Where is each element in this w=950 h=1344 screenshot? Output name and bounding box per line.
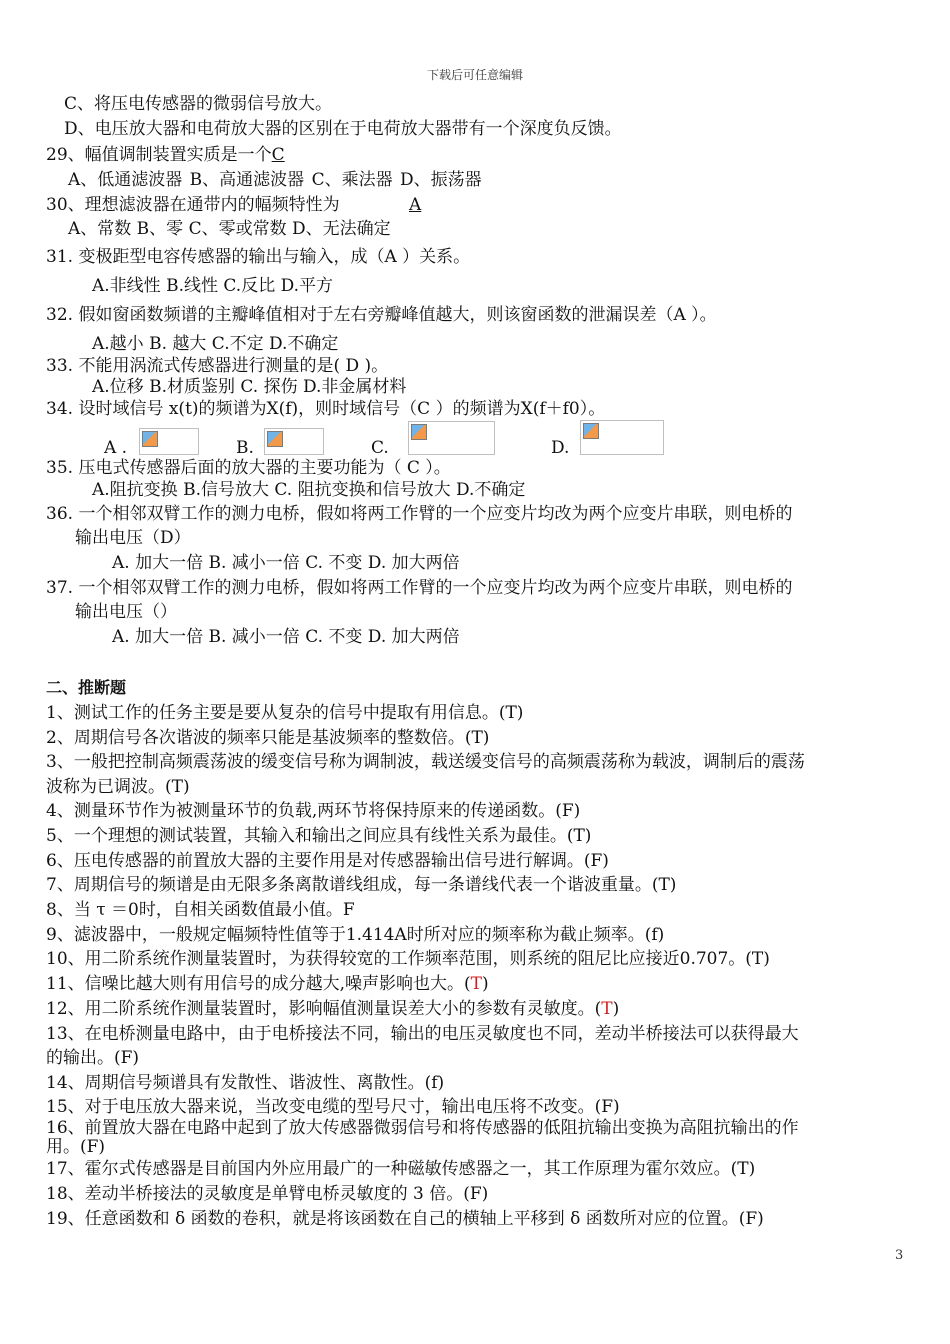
question-30-answer: A bbox=[409, 195, 422, 215]
option-b-formula-image bbox=[264, 428, 324, 455]
question-34-option-c-label: C. bbox=[371, 438, 389, 458]
judgment-19: 19、任意函数和 δ 函数的卷积，就是将该函数在自己的横轴上平移到 δ 函数所对应的位置。(F) bbox=[46, 1209, 764, 1229]
judgment-10: 10、用二阶系统作测量装置时，为获得较宽的工作频率范围，则系统的阻尼比应接近0.707。(T) bbox=[46, 949, 770, 969]
line-d-option: D、电压放大器和电荷放大器的区别在于电荷放大器带有一个深度负反馈。 bbox=[64, 119, 622, 139]
judgment-2: 2、周期信号各次谐波的频率只能是基波频率的整数倍。(T) bbox=[46, 728, 490, 748]
judgment-5: 5、一个理想的测试装置，其输入和输出之间应具有线性关系为最佳。(T) bbox=[46, 826, 592, 846]
question-34-option-b-label: B. bbox=[236, 438, 254, 458]
judgment-16-line1: 16、前置放大器在电路中起到了放大传感器微弱信号和将传感器的低阻抗输出变换为高阻抗输出的作 bbox=[46, 1118, 799, 1138]
page-header: 下载后可任意编辑 bbox=[426, 68, 523, 82]
judgment-11-close: ) bbox=[482, 974, 489, 994]
question-33: 33. 不能用涡流式传感器进行测量的是( D )。 bbox=[46, 356, 389, 376]
judgment-3-line1: 3、一般把控制高频震荡波的缓变信号称为调制波，载送缓变信号的高频震荡称为载波，调制后的震荡 bbox=[46, 752, 805, 772]
question-29-text: 29、幅值调制装置实质是一个 bbox=[46, 145, 272, 165]
question-36-options: A. 加大一倍 B. 减小一倍 C. 不变 D. 加大两倍 bbox=[112, 553, 460, 573]
section-heading: 二、推断题 bbox=[46, 678, 127, 697]
judgment-1: 1、测试工作的任务主要是要从复杂的信号中提取有用信息。(T) bbox=[46, 703, 524, 723]
option-d-formula-image bbox=[580, 420, 664, 455]
question-29 bbox=[46, 144, 285, 166]
judgment-12-answer: T bbox=[601, 999, 613, 1019]
question-36-line1: 36. 一个相邻双臂工作的测力电桥，假如将两工作臂的一个应变片均改为两个应变片串联，则电桥的 bbox=[46, 504, 793, 524]
question-32: 32. 假如窗函数频谱的主瓣峰值相对于左右旁瓣峰值越大，则该窗函数的泄漏误差（A ）。 bbox=[46, 305, 717, 325]
judgment-9: 9、滤波器中，一般规定幅频特性值等于1.414A时所对应的频率称为截止频率。(f) bbox=[46, 925, 665, 945]
question-31: 31. 变极距型电容传感器的输出与输入，成（A ）关系。 bbox=[46, 247, 471, 267]
page-number: 3 bbox=[895, 1248, 904, 1263]
judgment-8: 8、当 τ ＝0时，自相关函数值最小值。F bbox=[46, 900, 355, 920]
question-29-answer: C bbox=[271, 145, 285, 165]
question-34: 34. 设时域信号 x(t)的频谱为X(f)，则时域信号（C ）的频谱为X(f＋f0）。 bbox=[46, 399, 606, 419]
judgment-13-line2: 的输出。(F) bbox=[46, 1048, 140, 1068]
broken-image-icon bbox=[411, 424, 427, 440]
judgment-3-line2: 波称为已调波。(T) bbox=[46, 777, 190, 797]
question-29-options: A、低通滤波器 B、高通滤波器 C、乘法器 D、振荡器 bbox=[68, 170, 482, 190]
judgment-18: 18、差动半桥接法的灵敏度是单臂电桥灵敏度的 3 倍。(F) bbox=[46, 1184, 489, 1204]
question-35-options: A.阻抗变换 B.信号放大 C. 阻抗变换和信号放大 D.不确定 bbox=[92, 480, 526, 500]
judgment-12-text: 12、用二阶系统作测量装置时，影响幅值测量误差大小的参数有灵敏度。( bbox=[46, 999, 602, 1019]
question-37-line2: 输出电压（） bbox=[75, 602, 177, 622]
judgment-12 bbox=[46, 998, 619, 1020]
question-30-options: A、常数 B、零 C、零或常数 D、无法确定 bbox=[68, 219, 391, 239]
judgment-14: 14、周期信号频谱具有发散性、谐波性、离散性。(f) bbox=[46, 1073, 445, 1093]
broken-image-icon bbox=[142, 431, 158, 447]
option-c-formula-image bbox=[408, 421, 495, 455]
question-36-line2: 输出电压（D） bbox=[75, 528, 191, 548]
judgment-6: 6、压电传感器的前置放大器的主要作用是对传感器输出信号进行解调。(F) bbox=[46, 851, 609, 871]
broken-image-icon bbox=[583, 423, 599, 439]
question-33-options: A.位移 B.材质鉴别 C. 探伤 D.非金属材料 bbox=[92, 377, 407, 397]
judgment-13-line1: 13、在电桥测量电路中，由于电桥接法不同，输出的电压灵敏度也不同，差动半桥接法可以获得最大 bbox=[46, 1024, 799, 1044]
question-34-option-a-label: A . bbox=[104, 438, 128, 458]
judgment-4: 4、测量环节作为被测量环节的负载,两环节将保持原来的传递函数。(F) bbox=[46, 801, 581, 821]
question-35: 35. 压电式传感器后面的放大器的主要功能为（ C ）。 bbox=[46, 458, 451, 478]
judgment-11-answer: T bbox=[470, 974, 483, 994]
judgment-12-close: ) bbox=[612, 999, 620, 1019]
question-34-option-d-label: D. bbox=[551, 438, 570, 458]
judgment-16-line2: 用。(F) bbox=[46, 1137, 106, 1157]
question-30: 30、理想滤波器在通带内的幅频特性为 bbox=[46, 195, 340, 215]
judgment-11-text: 11、信噪比越大则有用信号的成分越大,噪声影响也大。( bbox=[46, 974, 471, 994]
question-32-options: A.越小 B. 越大 C.不定 D.不确定 bbox=[92, 334, 339, 354]
judgment-17: 17、霍尔式传感器是目前国内外应用最广的一种磁敏传感器之一，其工作原理为霍尔效应。(T) bbox=[46, 1159, 756, 1179]
question-31-options: A.非线性 B.线性 C.反比 D.平方 bbox=[92, 276, 334, 296]
line-c-option: C、将压电传感器的微弱信号放大。 bbox=[64, 94, 333, 114]
option-a-formula-image bbox=[139, 428, 199, 455]
judgment-11 bbox=[46, 973, 489, 995]
judgment-15: 15、对于电压放大器来说，当改变电缆的型号尺寸，输出电压将不改变。(F) bbox=[46, 1097, 620, 1117]
judgment-7: 7、周期信号的频谱是由无限多条离散谱线组成，每一条谱线代表一个谐波重量。(T) bbox=[46, 875, 677, 895]
question-37-line1: 37. 一个相邻双臂工作的测力电桥，假如将两工作臂的一个应变片均改为两个应变片串联，则电桥的 bbox=[46, 578, 793, 598]
question-37-options: A. 加大一倍 B. 减小一倍 C. 不变 D. 加大两倍 bbox=[112, 627, 460, 647]
broken-image-icon bbox=[267, 431, 283, 447]
